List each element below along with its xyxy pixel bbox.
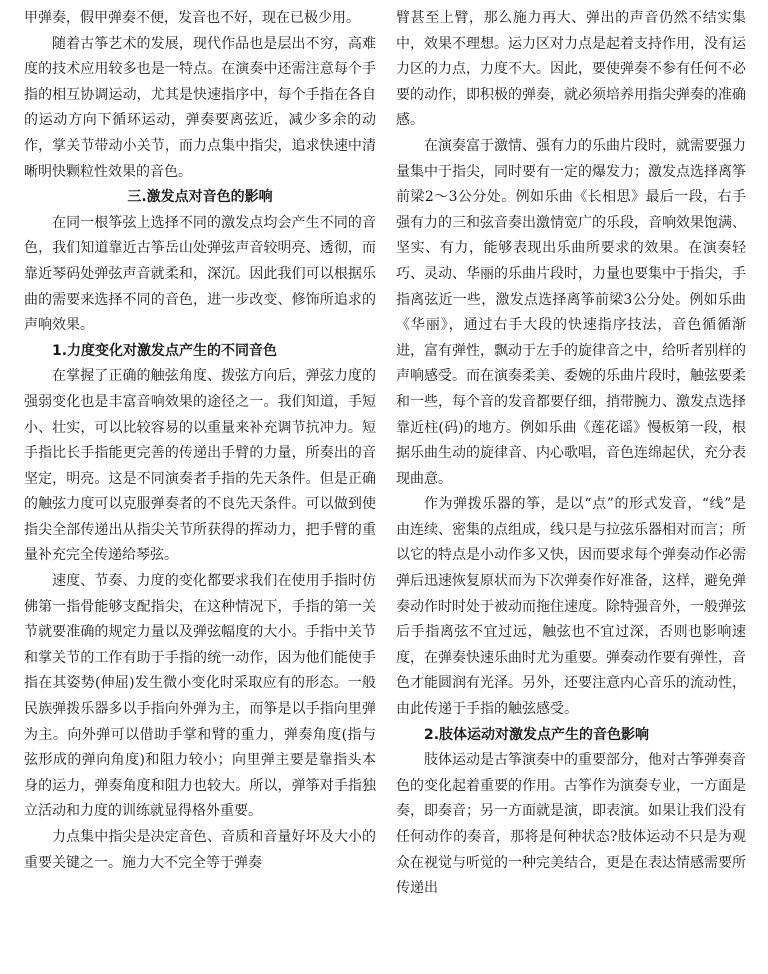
paragraph: 臂甚至上臂，那么施力再大、弹出的声音仍然不结实集中，效果不理想。运力区对力点是起着支持作用，没有运力区的力点，力度不大。因此，要使弹奏不参有任何不必要的动作，即积极的弹奏，就必须培养用指尖弹奏的准确感。 <box>396 10 746 129</box>
paragraph: 在掌握了正确的触弦角度、拨弦方向后，弹弦力度的强弱变化也是丰富音响效果的途径之一。我们知道，手短小、壮实，可以比较容易的以重量来补充调节抗冲力。短手指比长手指能更完善的传递出手臂的力量，所奏出的音坚定，明亮。这是不同演奏者手指的先天条件。但是正确的触弦力度可以克服弹奏者的不良先天条件。可以做到使指尖全部传递出从指尖关节所获得的挥动力，把手臂的重量补充完全传递给琴弦。 <box>24 368 376 564</box>
paragraph: 肢体运动是古筝演奏中的重要部分，他对古筝弹奏音色的变化起着重要的作用。古筝作为演奏专业，一方面是奏，即奏音；另一方面就是演，即表演。如果让我们没有任何动作的奏音，那将是何种状态?肢体运动不只是为观众在视觉与听觉的一种完美结合，更是在表达情感需要所传递出 <box>396 752 746 897</box>
subsection-heading: 1.力度变化对激发点产生的不同音色 <box>52 342 278 359</box>
subsection-heading: 2.肢体运动对激发点产生的音色影响 <box>424 726 650 743</box>
paragraph: 力点集中指尖是决定音色、音质和音量好坏及大小的重要关键之一。施力大不完全等于弹奏 <box>24 829 376 871</box>
paragraph: 速度、节奏、力度的变化都要求我们在使用手指时仿佛第一指骨能够支配指尖，在这种情况下，手指的第一关节就要准确的规定力量以及弹弦幅度的大小。手指中关节和掌关节的工作有助于手指的统一动作，因为他们能使手指在其姿势(伸屈)发生微小变化时采取应有的形态。一般民族弹拨乐器多以手指向外弹为主，而筝是以手指向里弹为主。向外弹可以借助手掌和臂的重力，弹奏角度(指与弦形成的弹向角度)和阻力较小；向里弹主要是靠指头本身的运力，弹奏角度和阻力也较大。所以，弹筝对手指独立活动和力度的训练就显得格外重要。 <box>24 573 376 820</box>
right-column <box>396 6 746 902</box>
paragraph: 在演奏富于激情、强有力的乐曲片段时，就需要强力量集中于指尖，同时要有一定的爆发力；激发点选择离筝前梁2～3公分处。例如乐曲《长相思》最后一段，右手强有力的三和弦音奏出激情宽广的乐段，音响效果饱满、坚实、有力，能够表现出乐曲所要求的效果。在演奏轻巧、灵动、华丽的乐曲片段时，力量也要集中于指尖，手指离弦近一些，激发点选择离筝前梁3公分处。例如乐曲《华丽》，通过右手大段的快速指序技法，音色循循渐进，富有弹性，飘动于左手的旋律音之中，给听者别样的声响感受。而在演奏柔美、委婉的乐曲片段时，触弦要柔和一些，每个音的发音都要仔细，捎带腕力、激发点选择靠近柱(码)的地方。例如乐曲《莲花谣》慢板第一段，根据乐曲生动的旋律音、内心歌唱，音色连绵起伏，充分表现曲意。 <box>396 137 746 487</box>
paragraph: 随着古筝艺术的发展，现代作品也是层出不穷，高难度的技术应用较多也是一特点。在演奏中还需注意每个手指的相互协调运动，尤其是快速指序中，每个手指在各自的运动方向下循环运动，弹奏要离弦近，减少多余的动作，掌关节带动小关节，而力点集中指尖，追求快速中清晰明快颗粒性效果的音色。 <box>24 35 376 180</box>
section-heading: 三.激发点对音色的影响 <box>127 189 273 206</box>
left-column <box>24 6 376 876</box>
paragraph: 甲弹奏，假甲弹奏不便，发音也不好，现在已极少用。 <box>24 10 360 26</box>
paragraph: 在同一根筝弦上选择不同的激发点均会产生不同的音色，我们知道靠近古筝岳山处弹弦声音较明亮、透彻，而靠近琴码处弹弦声音就柔和，深沉。因此我们可以根据乐曲的需要来选择不同的音色，进一步改变、修饰所追求的声响效果。 <box>24 214 376 334</box>
paragraph: 作为弹拨乐器的筝，是以“点”的形式发音，“线”是由连续、密集的点组成，线只是与拉弦乐器相对而言；所以它的特点是小动作多又快，因而要求每个弹奏动作必需弹后迅速恢复原状而为下次弹奏作好准备，这样，避免弹奏动作时时处于被动而拖住速度。除特强音外，一般弹弦后手指离弦不宜过远，触弦也不宜过深，否则也影响速度，在弹奏快速乐曲时尤为重要。弹奏动作要有弹性，音色才能圆润有光泽。另外，还要注意内心音乐的流动性，由此传递于手指的触弦感受。 <box>396 496 746 718</box>
